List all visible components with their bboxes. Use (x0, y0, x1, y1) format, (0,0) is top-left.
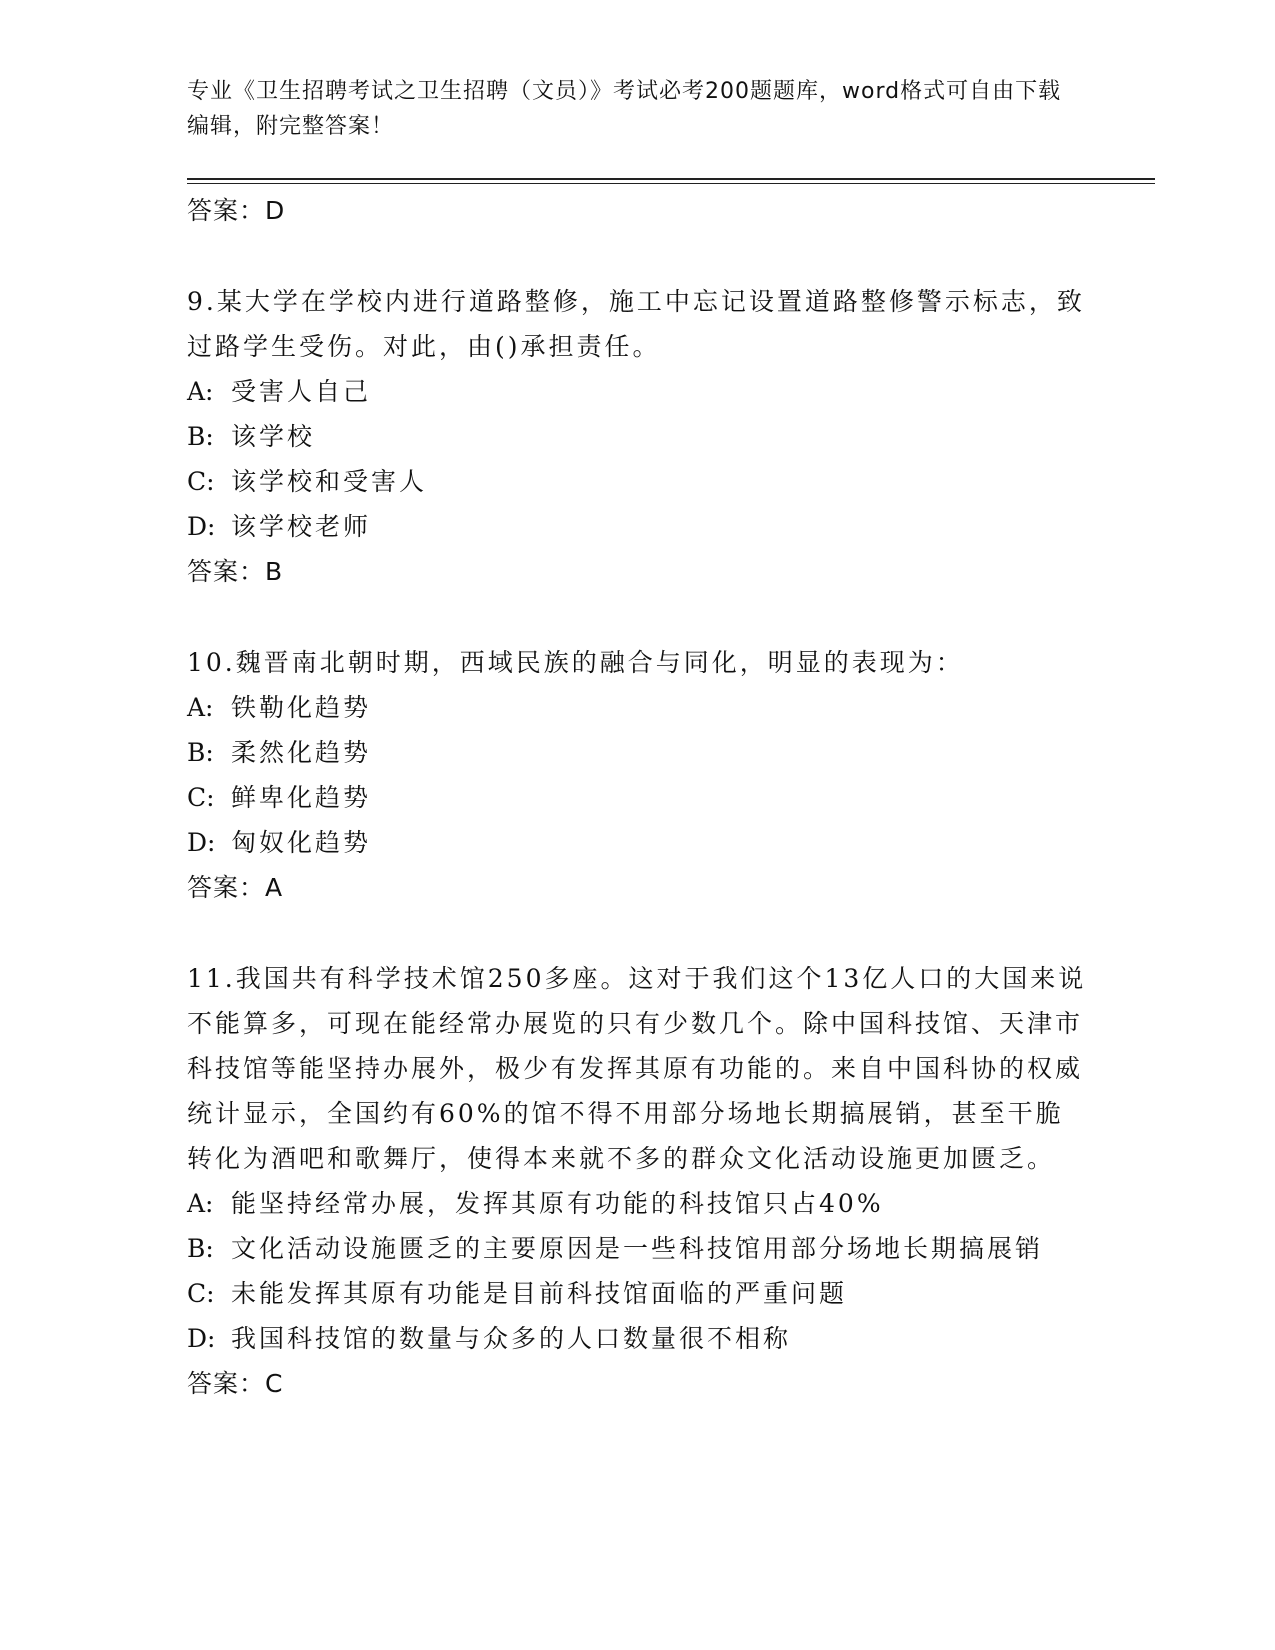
option-key: D: (187, 1324, 216, 1353)
answer-label: 答案：D (187, 196, 286, 225)
option-text: 文化活动设施匮乏的主要原因是一些科技馆用部分场地长期搞展销 (231, 1234, 1044, 1263)
option-d (187, 1316, 1087, 1361)
option-key: A: (187, 1189, 214, 1218)
option-a (187, 369, 1087, 414)
question-spacer (187, 233, 1087, 279)
page-header: 专业《卫生招聘考试之卫生招聘（文员）》考试必考200题题库，word格式可自由下载编辑，附完整答案！ (187, 79, 1062, 139)
question-text: 11.我国共有科学技术馆250多座。这对于我们这个13亿人口的大国来说不能算多，可现在能经常办展览的只有少数几个。除中国科技馆、天津市科技馆等能坚持办展外，极少有发挥其原有功能的。来自中国科协的权威统计显示，全国约有60%的馆不得不用部分场地长期搞展销，甚至干脆转化为酒吧和歌舞厅，使得本来就不多的群众文化活动设施更加匮乏。 (187, 964, 1087, 1173)
answer-label: 答案：A (187, 873, 284, 902)
answer-label: 答案：C (187, 1369, 284, 1398)
option-text: 未能发挥其原有功能是目前科技馆面临的严重问题 (231, 1279, 848, 1308)
option-b (187, 730, 1087, 775)
option-key: D: (187, 828, 216, 857)
question-10 (187, 640, 1087, 910)
question-text: 10.魏晋南北朝时期，西域民族的融合与同化，明显的表现为： (187, 648, 964, 677)
option-b (187, 414, 1087, 459)
option-key: C: (187, 467, 215, 496)
option-key: B: (187, 738, 214, 767)
option-text: 该学校和受害人 (231, 467, 428, 496)
option-key: D: (187, 512, 216, 541)
option-text: 我国科技馆的数量与众多的人口数量很不相称 (231, 1324, 792, 1353)
question-spacer (187, 594, 1087, 640)
option-text: 柔然化趋势 (231, 738, 372, 767)
option-c (187, 459, 1087, 504)
option-key: A: (187, 693, 214, 722)
option-c (187, 775, 1087, 820)
option-c (187, 1271, 1087, 1316)
option-a (187, 685, 1087, 730)
answer-label: 答案：B (187, 557, 284, 586)
question-text: 9.某大学在学校内进行道路整修，施工中忘记设置道路整修警示标志，致过路学生受伤。对此，由()承担责任。 (187, 287, 1085, 361)
option-text: 该学校老师 (231, 512, 372, 541)
option-key: C: (187, 1279, 215, 1308)
question-list (187, 188, 1087, 1406)
option-key: C: (187, 783, 215, 812)
option-text: 铁勒化趋势 (231, 693, 372, 722)
option-d (187, 504, 1087, 549)
option-text: 能坚持经常办展，发挥其原有功能的科技馆只占40% (231, 1189, 884, 1218)
option-key: A: (187, 377, 214, 406)
option-text: 受害人自己 (231, 377, 372, 406)
option-text: 鲜卑化趋势 (231, 783, 372, 812)
option-key: B: (187, 422, 214, 451)
question-spacer (187, 910, 1087, 956)
option-key: B: (187, 1234, 214, 1263)
option-text: 匈奴化趋势 (231, 828, 372, 857)
header-divider (187, 178, 1155, 184)
option-b (187, 1226, 1087, 1271)
option-a (187, 1181, 1087, 1226)
question-11 (187, 956, 1087, 1406)
question-9 (187, 279, 1087, 594)
option-text: 该学校 (231, 422, 316, 451)
option-d (187, 820, 1087, 865)
